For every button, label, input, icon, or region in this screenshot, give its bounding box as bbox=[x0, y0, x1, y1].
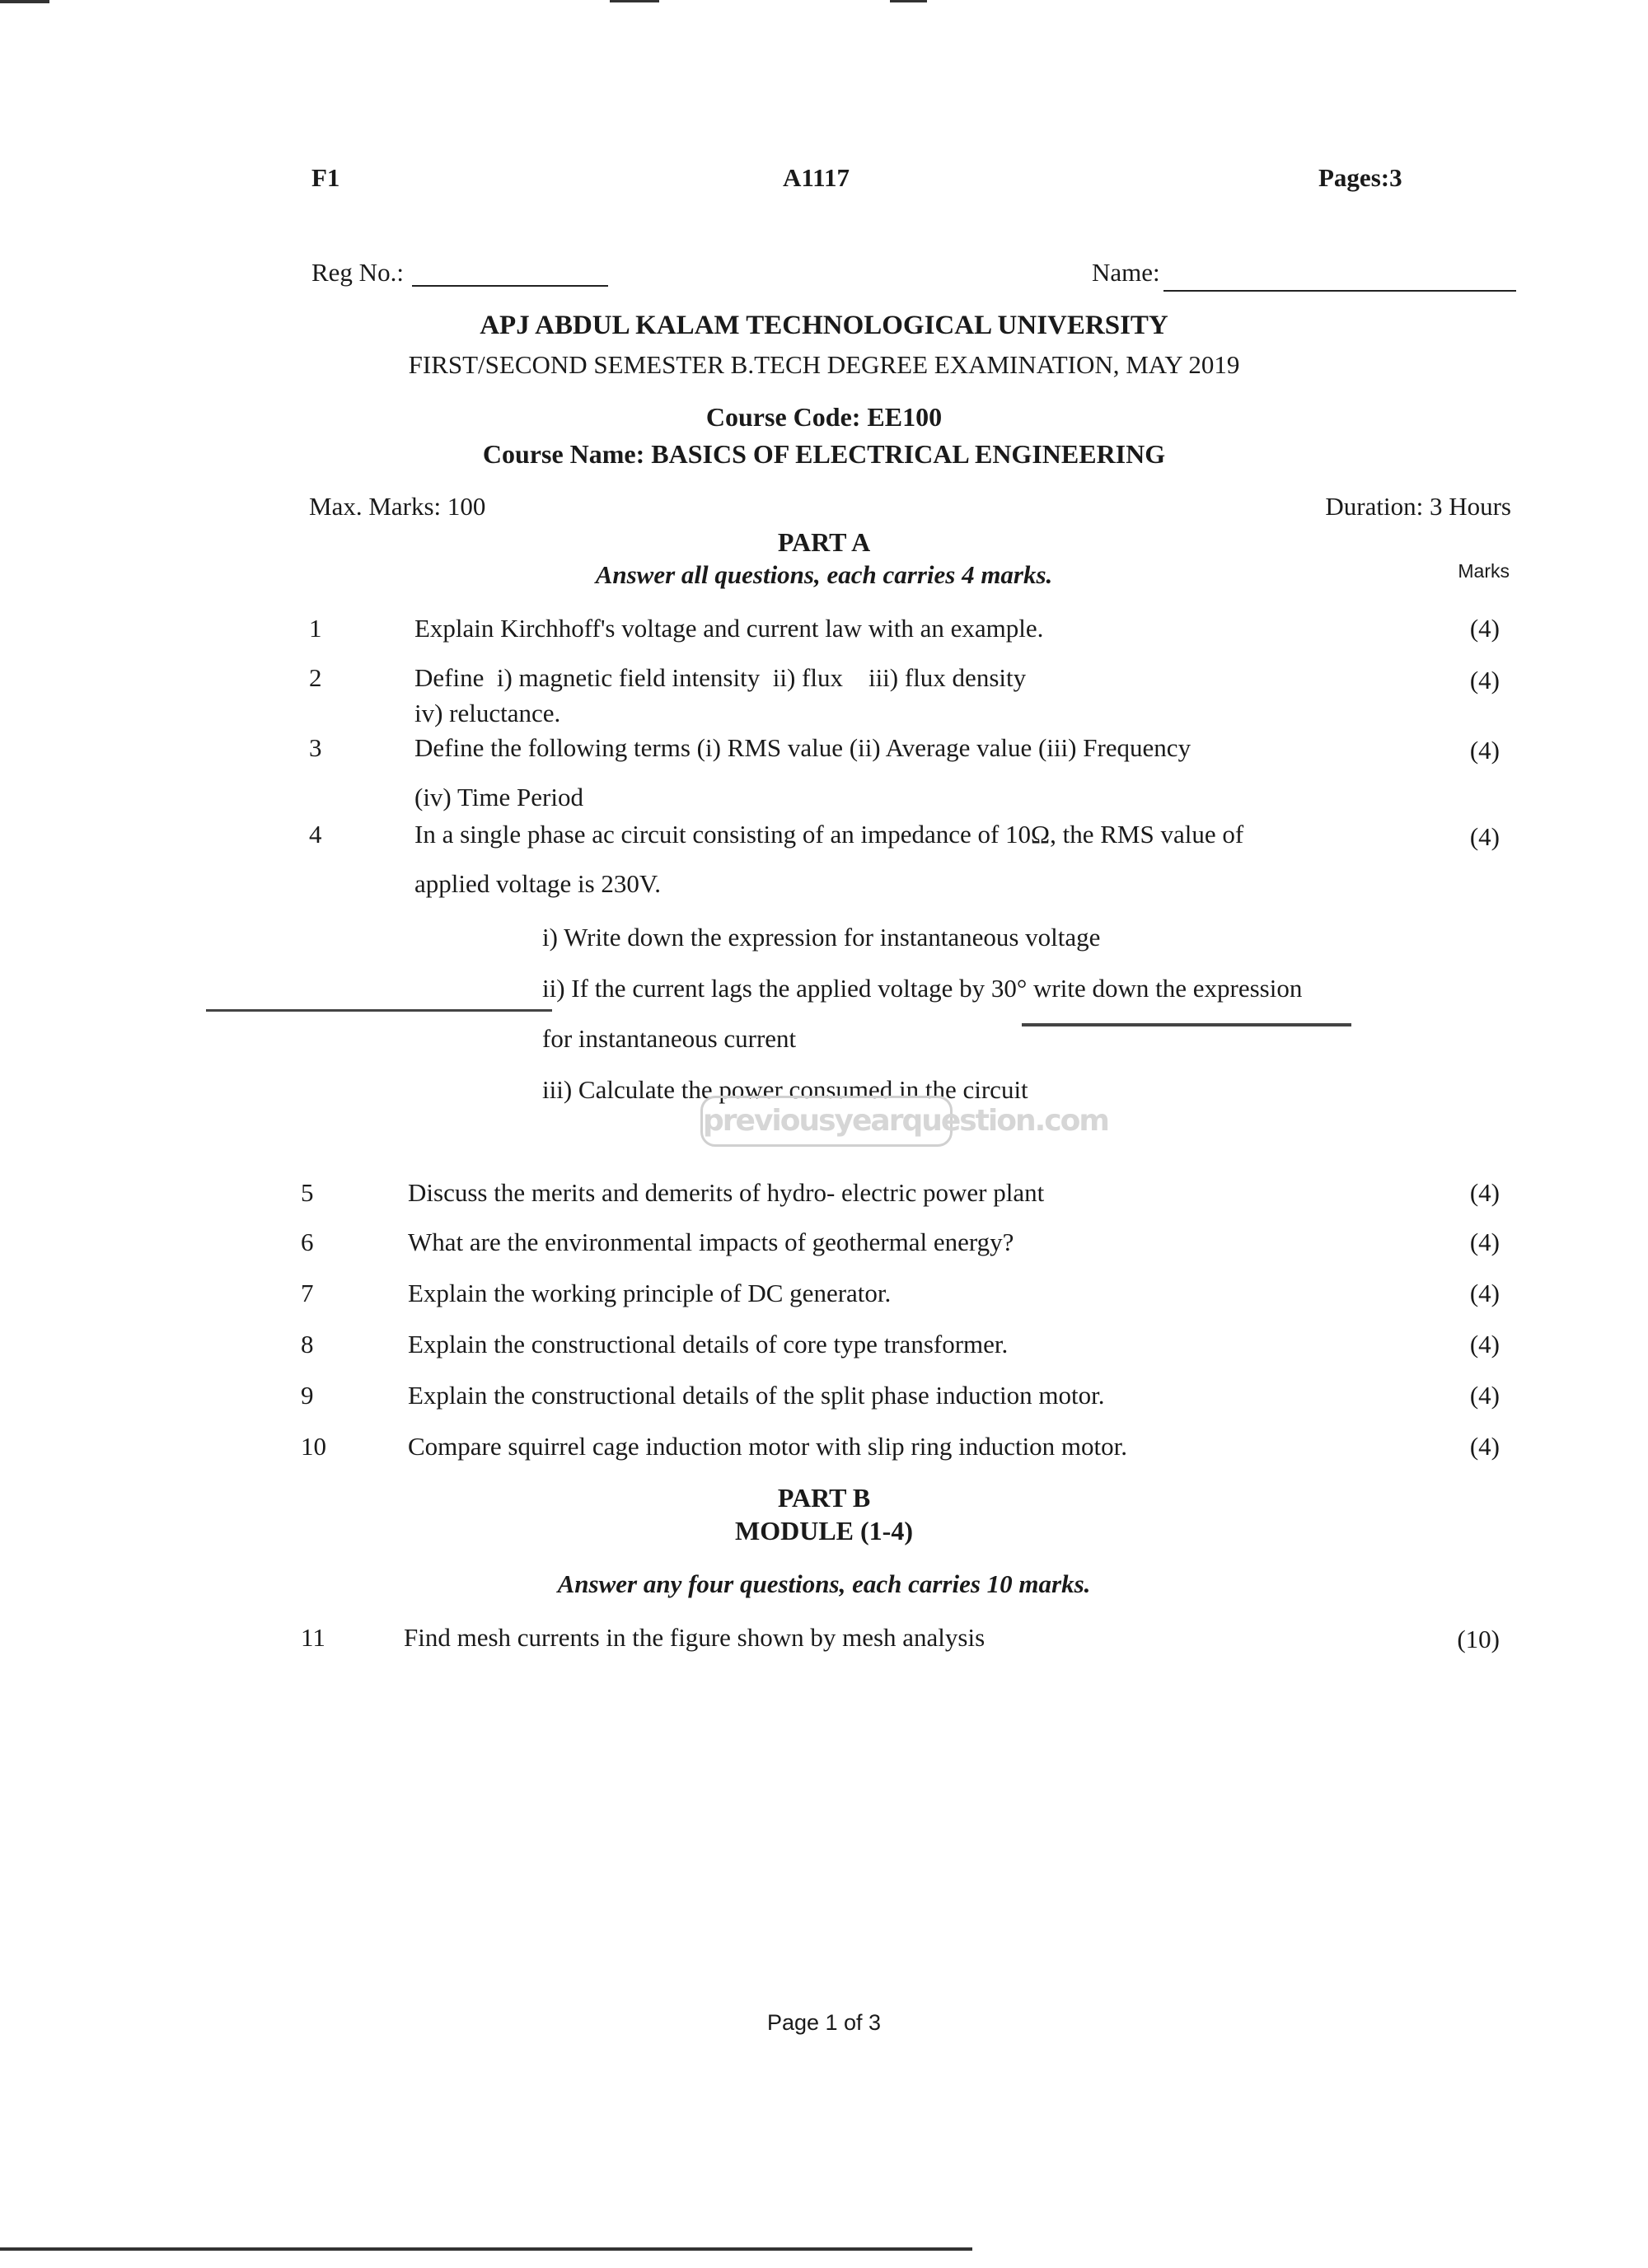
question-marks: (4) bbox=[1469, 1330, 1500, 1358]
question-marks: (10) bbox=[1457, 1625, 1500, 1653]
question-text: Find mesh currents in the figure shown by mesh analysis bbox=[404, 1623, 986, 1652]
question-number: 5 bbox=[301, 1178, 314, 1207]
scan-edge-mark bbox=[890, 0, 927, 2]
scan-edge-mark bbox=[0, 0, 49, 3]
question-number: 8 bbox=[301, 1330, 314, 1358]
question-text-cont: (iv) Time Period bbox=[414, 783, 583, 811]
part-b-heading: PART B bbox=[777, 1483, 871, 1513]
subpart-ii-cont: for instantaneous current bbox=[542, 1024, 797, 1053]
question-text: Define i) magnetic field intensity ii) flux iii) flux density bbox=[414, 663, 1027, 692]
question-marks: (4) bbox=[1469, 1228, 1500, 1256]
scan-streak bbox=[1022, 1023, 1351, 1026]
subpart-iii: iii) Calculate the power consumed in the circuit bbox=[542, 1075, 1028, 1104]
part-b-instruction: Answer any four questions, each carries 10 marks. bbox=[557, 1569, 1091, 1598]
question-number: 2 bbox=[309, 663, 322, 692]
page-count: Pages:3 bbox=[1318, 163, 1402, 192]
scan-streak bbox=[206, 1009, 552, 1012]
question-number: 1 bbox=[309, 614, 322, 643]
question-text: Compare squirrel cage induction motor with slip ring induction motor. bbox=[408, 1432, 1128, 1461]
marks-column-label: Marks bbox=[1458, 560, 1510, 582]
question-number: 7 bbox=[301, 1279, 314, 1307]
question-marks: (4) bbox=[1469, 666, 1500, 694]
scan-edge-mark bbox=[610, 0, 659, 2]
reg-no-field[interactable] bbox=[412, 285, 608, 287]
reg-no-label: Reg No.: bbox=[311, 258, 404, 287]
question-text-cont: iv) reluctance. bbox=[414, 699, 561, 727]
part-a-instruction: Answer all questions, each carries 4 marks. bbox=[595, 560, 1053, 589]
module-heading: MODULE (1-4) bbox=[735, 1516, 913, 1546]
question-text-cont: applied voltage is 230V. bbox=[414, 869, 662, 898]
question-number: 3 bbox=[309, 733, 322, 762]
university-name: APJ ABDUL KALAM TECHNOLOGICAL UNIVERSITY bbox=[480, 311, 1168, 340]
exam-title: FIRST/SECOND SEMESTER B.TECH DEGREE EXAMINATION, MAY 2019 bbox=[408, 350, 1240, 379]
set-code: F1 bbox=[311, 163, 340, 192]
scan-edge-mark bbox=[0, 2247, 972, 2251]
question-marks: (4) bbox=[1469, 614, 1500, 643]
duration: Duration: 3 Hours bbox=[1325, 492, 1511, 521]
name-field[interactable] bbox=[1163, 290, 1516, 292]
question-number: 6 bbox=[301, 1228, 314, 1256]
max-marks: Max. Marks: 100 bbox=[309, 492, 486, 521]
question-marks: (4) bbox=[1469, 1178, 1500, 1207]
question-text: Explain the constructional details of the split phase induction motor. bbox=[408, 1381, 1105, 1410]
paper-code: A1117 bbox=[783, 163, 850, 192]
question-text: In a single phase ac circuit consisting of an impedance of 10Ω, the RMS value of bbox=[414, 820, 1244, 849]
question-text: Define the following terms (i) RMS value (ii) Average value (iii) Frequency bbox=[414, 733, 1192, 762]
course-code: Course Code: EE100 bbox=[705, 402, 943, 432]
question-marks: (4) bbox=[1469, 736, 1500, 765]
question-marks: (4) bbox=[1469, 1279, 1500, 1307]
watermark-logo: previousyearquestion.com bbox=[700, 1096, 953, 1147]
question-marks: (4) bbox=[1469, 1381, 1500, 1410]
page-footer: Page 1 of 3 bbox=[766, 2010, 882, 2035]
name-label: Name: bbox=[1092, 258, 1160, 287]
question-number: 11 bbox=[301, 1623, 325, 1652]
question-text: What are the environmental impacts of geothermal energy? bbox=[408, 1228, 1014, 1256]
question-marks: (4) bbox=[1469, 1432, 1500, 1461]
question-number: 4 bbox=[309, 820, 322, 849]
question-number: 10 bbox=[301, 1432, 326, 1461]
question-text: Explain Kirchhoff's voltage and current law with an example. bbox=[414, 614, 1044, 643]
question-text: Explain the constructional details of core type transformer. bbox=[408, 1330, 1009, 1358]
question-number: 9 bbox=[301, 1381, 314, 1410]
subpart-ii: ii) If the current lags the applied voltage by 30° write down the expression bbox=[542, 974, 1303, 1003]
question-text: Explain the working principle of DC generator. bbox=[408, 1279, 892, 1307]
subpart-i: i) Write down the expression for instantaneous voltage bbox=[542, 923, 1101, 952]
course-name: Course Name: BASICS OF ELECTRICAL ENGINEERING bbox=[482, 439, 1166, 469]
question-marks: (4) bbox=[1469, 822, 1500, 851]
part-a-heading: PART A bbox=[777, 527, 871, 557]
question-text: Discuss the merits and demerits of hydro- electric power plant bbox=[408, 1178, 1045, 1207]
